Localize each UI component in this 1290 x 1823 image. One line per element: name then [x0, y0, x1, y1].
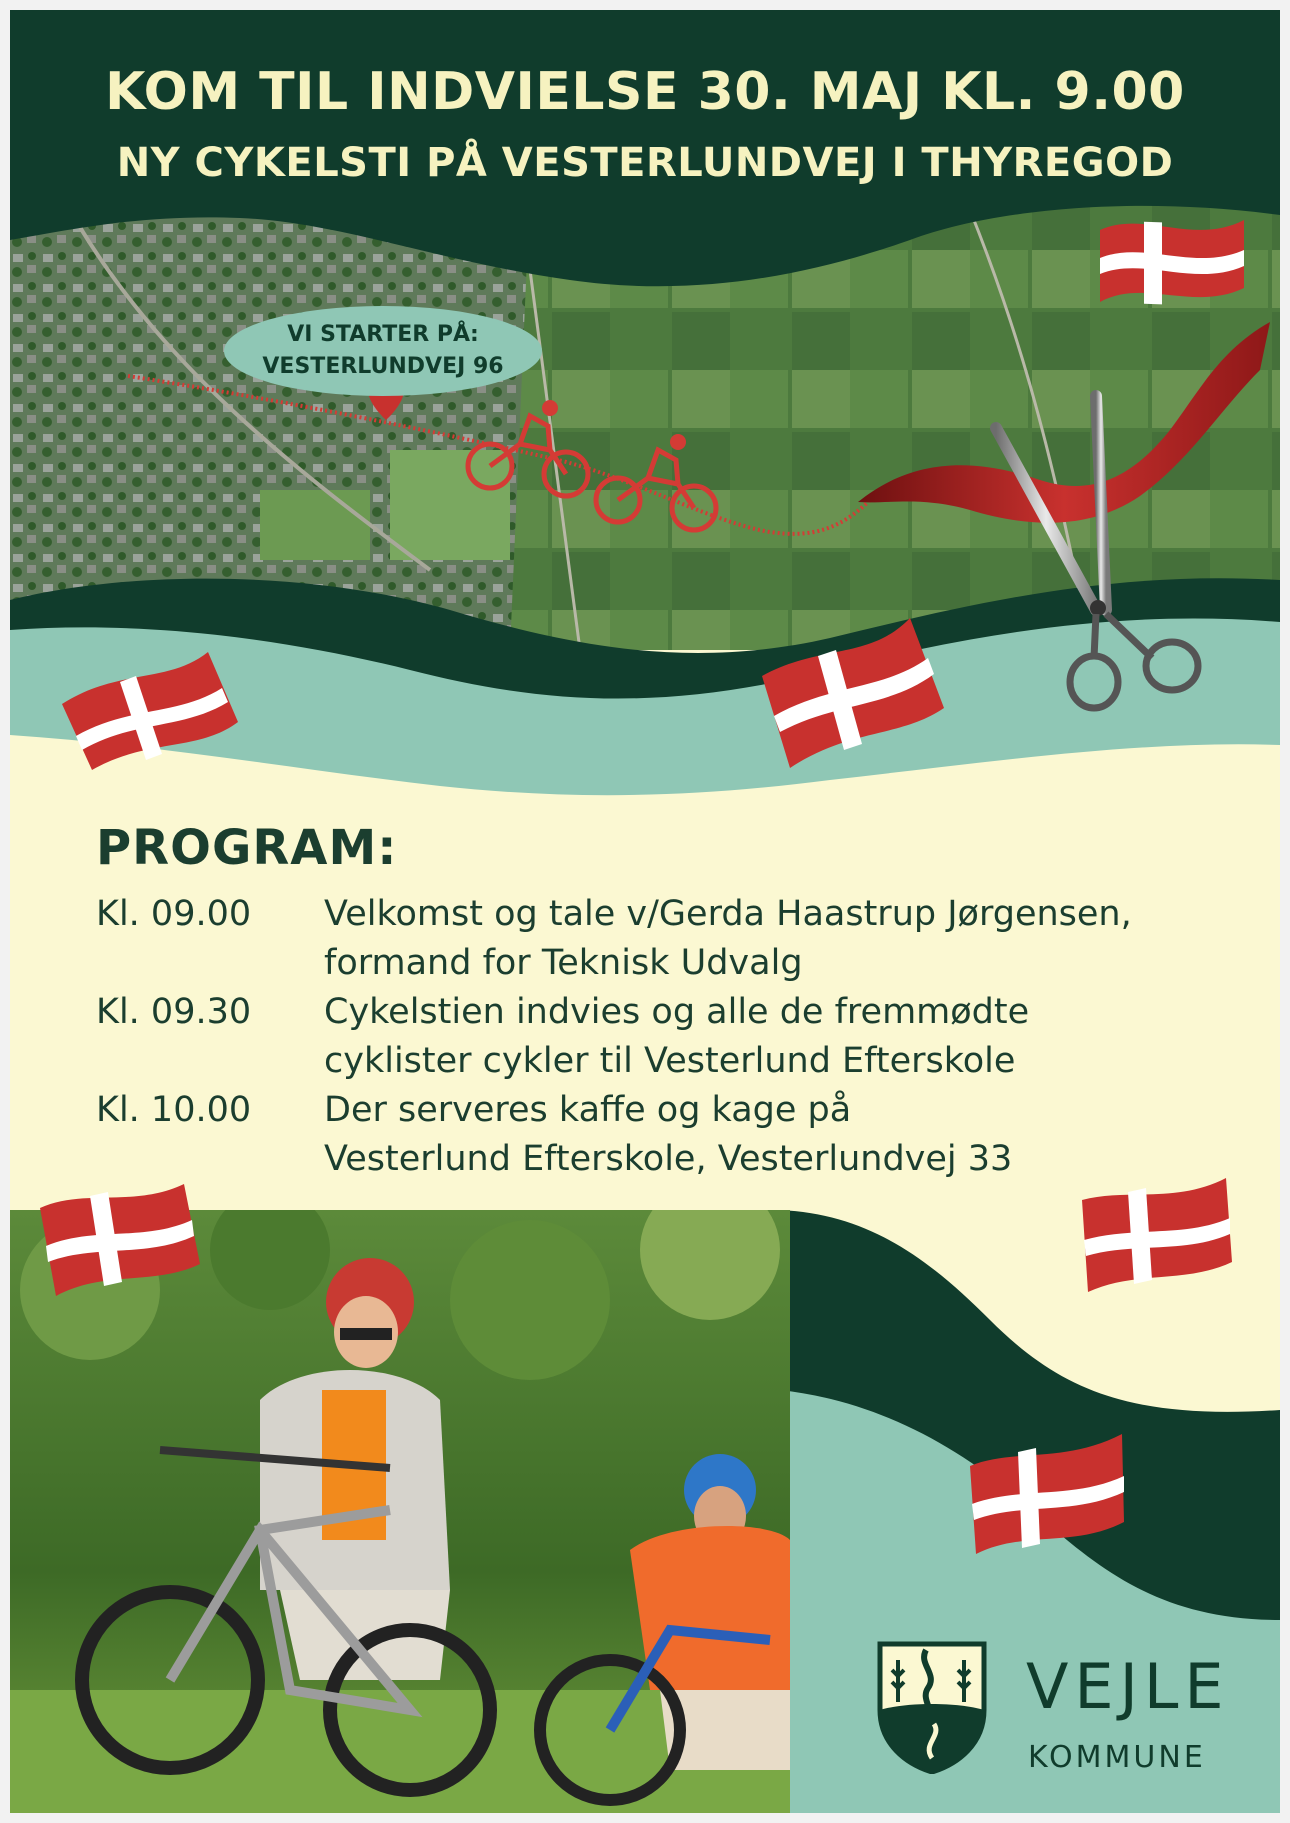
headline: KOM TIL INDVIELSE 30. MAJ KL. 9.00: [105, 62, 1185, 122]
logo-name: VEJLE: [1026, 1650, 1230, 1723]
logo-subtitle: KOMMUNE: [1028, 1740, 1206, 1775]
poster: [10, 10, 1280, 1813]
program-time: Kl. 10.00: [96, 1090, 252, 1130]
program-line: cyklister cykler til Vesterlund Efterskole: [324, 1041, 1016, 1081]
program-section: [96, 820, 1246, 1184]
start-label-line-1: VI STARTER PÅ:: [287, 322, 479, 347]
program-line: Der serveres kaffe og kage på: [324, 1090, 852, 1130]
program-time: Kl. 09.30: [96, 992, 252, 1032]
program-line: Cykelstien indvies og alle de fremmødte: [324, 992, 1030, 1032]
danish-flag-icon: [58, 644, 242, 774]
start-location-bubble: [224, 306, 542, 396]
program-heading: PROGRAM:: [96, 820, 398, 876]
program-time: Kl. 09.00: [96, 894, 252, 934]
danish-flag-icon: [964, 1430, 1130, 1560]
danish-flag-icon: [34, 1178, 204, 1304]
start-label-line-2: VESTERLUNDVEJ 96: [262, 354, 504, 379]
program-description: [324, 988, 1246, 1086]
program-description: [324, 890, 1246, 988]
program-item: [96, 1086, 1246, 1184]
subheadline: NY CYKELSTI PÅ VESTERLUNDVEJ I THYREGOD: [116, 140, 1174, 186]
program-item: [96, 988, 1246, 1086]
danish-flag-icon: [1076, 1174, 1240, 1298]
danish-flag-icon: [760, 618, 946, 772]
program-line: formand for Teknisk Udvalg: [324, 943, 803, 983]
program-description: [324, 1086, 1246, 1184]
program-line: Velkomst og tale v/Gerda Haastrup Jørgensen,: [324, 894, 1132, 934]
vejle-coat-of-arms-icon: [876, 1640, 988, 1774]
program-line: Vesterlund Efterskole, Vesterlundvej 33: [324, 1139, 1013, 1179]
program-item: [96, 890, 1246, 988]
vejle-kommune-logo: [876, 1640, 1266, 1790]
danish-flag-icon: [1094, 206, 1250, 316]
